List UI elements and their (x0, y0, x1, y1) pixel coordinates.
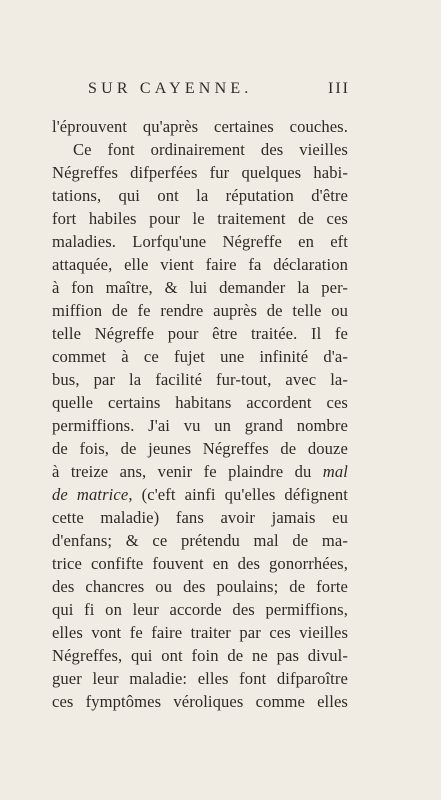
text-line: telle Négreffe pour être traitée. Il fe (52, 324, 348, 343)
running-title: SUR CAYENNE. (88, 80, 253, 97)
italic-term: de matrice (52, 485, 129, 504)
text-line: commet à ce fujet une infinité d'a- (52, 347, 348, 366)
text-line: Ce font ordinairement des vieilles (73, 140, 348, 159)
text-line: ces fymptômes véroliques comme elles (52, 692, 348, 711)
text-line: cette maladie) fans avoir jamais eu (52, 508, 348, 527)
text-line: quelle certains habitans accordent ces (52, 393, 348, 412)
text-line: guer leur maladie: elles font difparoître (52, 669, 348, 688)
text-line: bus, par la facilité fur-tout, avec la- (52, 370, 348, 389)
text-line: elles vont fe faire traiter par ces vieilles (52, 623, 348, 642)
text-line: attaquée, elle vient faire fa déclaration (52, 255, 348, 274)
text-line: l'éprouvent qu'après certaines couches. (52, 117, 348, 136)
text-line: maladies. Lorfqu'une Négreffe en eft (52, 232, 348, 251)
text-line: à fon maître, & lui demander la per- (52, 278, 348, 297)
text-line: Négreffes difperfées fur quelques habi- (52, 163, 348, 182)
text-line: trice confifte fouvent en des gonorrhées, (52, 554, 348, 573)
text-line: à treize ans, venir fe plaindre du mal (52, 462, 348, 481)
text-line: de matrice, (c'eft ainfi qu'elles défignent (52, 485, 349, 504)
page-number: III (328, 80, 350, 97)
text-line: des chancres ou des poulains; de forte (52, 577, 348, 596)
text-line: de fois, de jeunes Négreffes de douze (52, 439, 348, 458)
text-line: permiffions. J'ai vu un grand nombre (52, 416, 348, 435)
text-line: Négreffes, qui ont foin de ne pas divul- (52, 646, 348, 665)
italic-term: mal (322, 462, 348, 481)
text-line: qui fi on leur accorde des permiffions, (52, 600, 348, 619)
text-line: fort habiles pour le traitement de ces (52, 209, 348, 228)
body-text (52, 115, 348, 713)
running-head (88, 80, 350, 104)
text-line: miffion de fe rendre auprès de telle ou (52, 301, 348, 320)
text-line: tations, qui ont la réputation d'être (52, 186, 348, 205)
text-line: d'enfans; & ce prétendu mal de ma- (52, 531, 348, 550)
